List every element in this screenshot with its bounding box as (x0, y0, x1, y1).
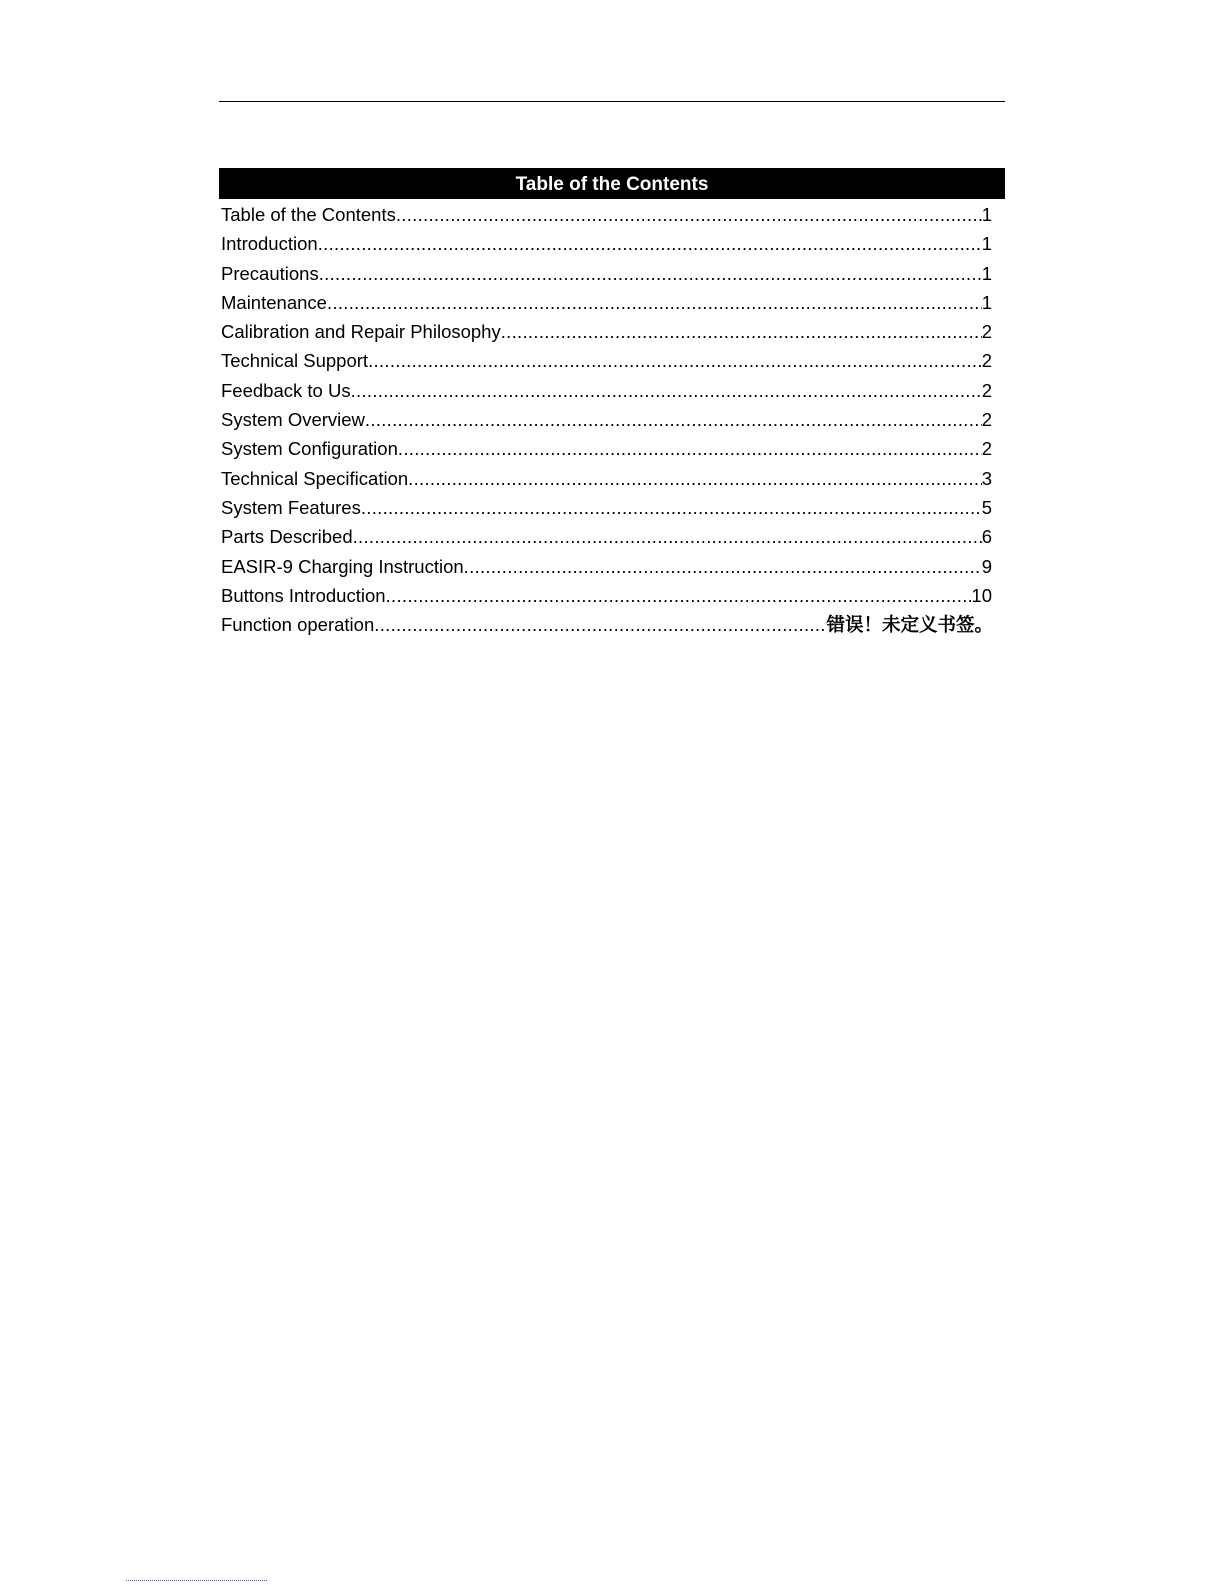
toc-dot-leader (464, 552, 982, 581)
toc-entry[interactable] (219, 288, 1005, 317)
toc-dot-leader (361, 493, 982, 522)
toc-dot-leader (365, 405, 982, 434)
toc-entry-title: Feedback to Us (221, 379, 351, 401)
toc-dot-leader (319, 259, 982, 288)
toc-entry[interactable] (219, 581, 1005, 610)
toc-entry-page: 2 (981, 350, 992, 372)
toc-entry[interactable] (219, 610, 1005, 639)
toc-dot-leader (327, 288, 982, 317)
toc-dot-leader (318, 229, 982, 258)
toc-entry-title: System Configuration (221, 438, 398, 460)
toc-entry-title: Table of the Contents (221, 204, 396, 225)
toc-entry[interactable] (219, 464, 1005, 493)
toc-entry[interactable] (219, 229, 1005, 258)
toc-entry[interactable] (219, 405, 1005, 434)
toc-entry-page: 1 (981, 233, 992, 255)
toc-entry-title: EASIR-9 Charging Instruction (221, 555, 464, 577)
toc-entry-page: 5 (981, 496, 992, 518)
toc-entry-title: Calibration and Repair Philosophy (221, 321, 501, 343)
footnote-separator (126, 1580, 267, 1581)
toc-dot-leader (368, 346, 982, 375)
header-rule (219, 101, 1005, 102)
toc-entry-page: 3 (981, 467, 992, 489)
toc-dot-leader (386, 581, 972, 610)
toc-entry-title: Precautions (221, 262, 319, 284)
toc-entry-page: 1 (981, 204, 992, 225)
toc-dot-leader (353, 522, 982, 551)
toc-entry-title: Function operation (221, 614, 375, 636)
toc-dot-leader (351, 376, 982, 405)
toc-dot-leader (398, 434, 982, 463)
toc-entry-title: Introduction (221, 233, 318, 255)
toc-entry-page: 2 (981, 321, 992, 343)
toc-entry-page: 10 (971, 584, 992, 606)
toc-entry-page: 错误！未定义书签。 (826, 614, 993, 636)
toc-entry[interactable] (219, 376, 1005, 405)
toc-entry[interactable] (219, 493, 1005, 522)
toc-entry-title: Maintenance (221, 291, 327, 313)
toc-entry-page: 2 (981, 379, 992, 401)
toc-dot-leader (408, 464, 982, 493)
toc-entry[interactable] (219, 200, 1005, 229)
toc-entry-title: Buttons Introduction (221, 584, 386, 606)
toc-dot-leader (396, 200, 982, 229)
toc-entry-title: Technical Specification (221, 467, 409, 489)
toc-entry-page: 9 (981, 555, 992, 577)
toc-dot-leader (374, 610, 826, 639)
toc-entry-title: System Features (221, 496, 361, 518)
table-of-contents (219, 168, 1005, 639)
toc-entry-page: 6 (981, 526, 992, 548)
toc-dot-leader (501, 317, 982, 346)
toc-entry[interactable] (219, 346, 1005, 375)
toc-entry[interactable] (219, 317, 1005, 346)
toc-entry[interactable] (219, 434, 1005, 463)
toc-entry-page: 1 (981, 262, 992, 284)
toc-heading: Table of the Contents (219, 168, 1005, 199)
toc-entry-page: 2 (981, 409, 992, 431)
toc-entry[interactable] (219, 522, 1005, 551)
toc-entry-page: 2 (981, 438, 992, 460)
toc-entry-title: Parts Described (221, 526, 353, 548)
toc-entry[interactable] (219, 552, 1005, 581)
toc-entry[interactable] (219, 259, 1005, 288)
toc-list (219, 200, 1005, 639)
toc-entry-page: 1 (981, 291, 992, 313)
toc-entry-title: Technical Support (221, 350, 369, 372)
toc-entry-title: System Overview (221, 409, 365, 431)
